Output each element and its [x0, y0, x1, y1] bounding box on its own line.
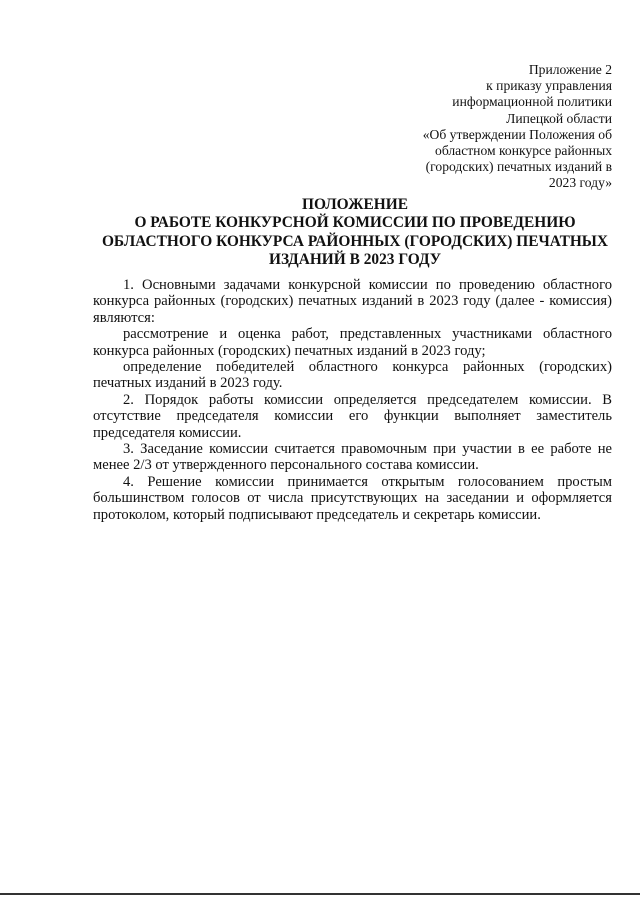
appendix-line: к приказу управления [486, 78, 612, 94]
paragraph-1: 1. Основными задачами конкурсной комиссии по проведению областного конкурса районных (городских) печатных изданий в 2023 году (далее - комиссия) являются: [93, 277, 612, 326]
appendix-line: Липецкой области [506, 110, 612, 126]
appendix-line: «Об утверждении Положения об [422, 126, 612, 142]
document-title [70, 196, 640, 270]
paragraph-1-item-a: рассмотрение и оценка работ, представленных участниками областного конкурса районных (городских) печатных изданий в 2023 году; [93, 326, 612, 359]
document-body [93, 277, 612, 523]
paragraph-4: 4. Решение комиссии принимается открытым голосованием простым большинством голосов от числа присутствующих на заседании и оформляется протоколом, который подписывают председатель и секретарь комиссии. [93, 473, 612, 523]
appendix-line: (городских) печатных изданий в [425, 159, 612, 175]
appendix-line: информационной политики [452, 94, 612, 110]
title-line: ПОЛОЖЕНИЕ [302, 196, 408, 213]
appendix-line: 2023 году» [548, 175, 612, 191]
paragraph-3: 3. Заседание комиссии считается правомочным при участии в ее работе не менее 2/3 от утвержденного персонального состава комиссии. [93, 441, 612, 474]
title-line: О РАБОТЕ КОНКУРСНОЙ КОМИССИИ ПО ПРОВЕДЕНИЮ [134, 214, 576, 232]
appendix-header [382, 62, 612, 192]
appendix-line: Приложение 2 [528, 62, 612, 77]
title-line: ОБЛАСТНОГО КОНКУРСА РАЙОННЫХ (ГОРОДСКИХ) ПЕЧАТНЫХ [101, 232, 609, 250]
scan-edge-line [0, 893, 640, 895]
appendix-line: областном конкурсе районных [435, 143, 612, 159]
paragraph-2: 2. Порядок работы комиссии определяется председателем комиссии. В отсутствие председателя комиссии его функции выполняет заместитель председателя комиссии. [93, 391, 612, 441]
title-line: ИЗДАНИЙ В 2023 ГОДУ [268, 251, 442, 269]
paragraph-1-item-b: определение победителей областного конкурса районных (городских) печатных изданий в 2023 году. [93, 359, 612, 392]
